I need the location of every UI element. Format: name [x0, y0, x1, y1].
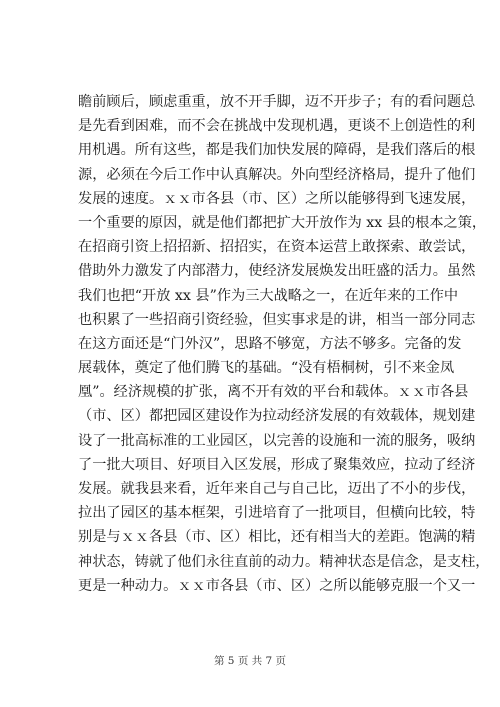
text-line: 拉出了园区的基本框架，引进培育了一批项目，但横向比较，特 — [78, 505, 476, 522]
body-text — [78, 90, 490, 598]
text-line: 展载体，奠定了他们腾飞的基础。“没有梧桐树，引不来金凤 — [78, 360, 455, 377]
text-line: 发展。就我县来看，近年来自己与自己比，迈出了不小的步伐， — [78, 481, 476, 497]
text-line: 一个重要的原因，就是他们都把扩大开放作为 xx 县的根本之策， — [78, 214, 487, 231]
text-line: （市、区）都把园区建设作为拉动经济发展的有效载体，规划建 — [78, 408, 476, 425]
text-line: 在招商引资上招招新、招招实，在资本运营上敢探索、敢尝试， — [78, 239, 476, 256]
text-line: 我们也把“开放 xx 县”作为三大战略之一，在近年来的工作中 — [78, 287, 459, 304]
text-line: 设了一批高标准的工业园区，以完善的设施和一流的服务，吸纳 — [78, 432, 476, 449]
text-line: 了一批大项目、好项目入区发展，形成了聚集效应，拉动了经济 — [78, 456, 476, 473]
page-number-footer: 第 5 页 共 7 页 — [213, 655, 287, 667]
text-line: 神状态，铸就了他们永往直前的动力。精神状态是信念，是支柱， — [78, 553, 490, 570]
text-line: 源，必须在今后工作中认真解决。外向型经济格局，提升了他们 — [78, 166, 476, 183]
text-line: 更是一种动力。ｘｘ市各县（市、区）之所以能够克服一个又一 — [78, 577, 476, 594]
text-line: 别是与ｘｘ各县（市、区）相比，还有相当大的差距。饱满的精 — [78, 529, 476, 546]
text-line: 也积累了一些招商引资经验，但实事求是的讲，相当一部分同志 — [78, 311, 476, 328]
text-line: 用机遇。所有这些，都是我们加快发展的障碍，是我们落后的根 — [78, 142, 476, 159]
text-line: 在这方面还是“门外汉”，思路不够宽，方法不够多。完备的发 — [78, 335, 462, 352]
text-line: 借助外力激发了内部潜力，使经济发展焕发出旺盛的活力。虽然 — [78, 263, 476, 280]
text-line: 是先看到困难，而不会在挑战中发现机遇，更谈不上创造性的利 — [78, 118, 476, 135]
text-line: 发展的速度。ｘｘ市各县（市、区）之所以能够得到飞速发展， — [78, 190, 476, 207]
text-line: 瞻前顾后，顾虑重重，放不开手脚，迈不开步子；有的看问题总 — [78, 94, 476, 110]
text-line: 凰”。经济规模的扩张，离不开有效的平台和载体。ｘｘ市各县 — [78, 384, 469, 401]
